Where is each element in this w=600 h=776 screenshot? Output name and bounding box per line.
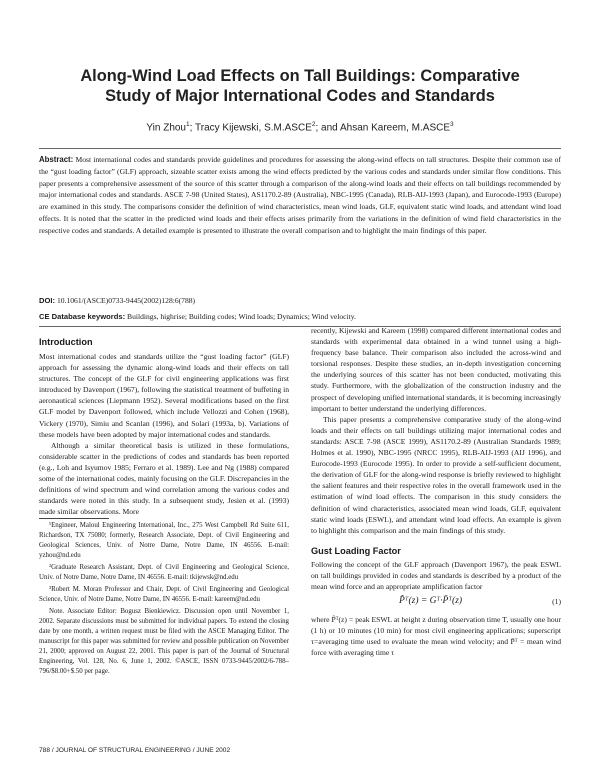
- abstract-text: Most international codes and standards provide guidelines and procedures for assessing the along-wind effects on tall structures. Despite their common use of the “gust loading factor” (GLF) approach, sizeable scatter exists among the wind effects predicted by the various codes and standards under similar flow conditions. This paper presents a comprehensive assessment of the source of this scatter through a comparison of the along-wind loads and their effects on tall buildings recommended by major international codes and standards. ASCE 7-98 (United States), AS1170.2-89 (Australia), NBC-1995 (Canada), RLB-AIJ-1993 (Japan), and Eurocode-1993 (Europe) are examined in this study. The comparisons consider the definition of wind characteristics, mean wind loads, GLF, equivalent static wind loads, and attendant wind load effects. It is noted that the scatter in the predicted wind loads and their effects arises primarily from the variations in the definition of wind field characteristics in the respective codes and standards. A detailed example is presented to illustrate the overall comparison and to highlight the main findings of this paper.: [39, 155, 561, 235]
- abstract: [39, 154, 561, 237]
- intro-paragraph-1: Most international codes and standards utilize the “gust loading factor” (GLF) approach for assessing the dynamic along-wind loads and their effects on tall structures. The concept of the GLF for civil engineering applications was first introduced by Davenport (1967), following the statistical treatment of buffeting in aeronautical sciences (Liepmann 1952). Several modifications based on the first GLF model by Davenport followed, which include Vellozzi and Cohen (1968), Vickery (1970), Simiu and Scanlan (1996), and Solari (1993a, b). Variations of these models have been adopted by major international codes and standards.: [39, 352, 289, 439]
- header-rule: [39, 148, 561, 149]
- introduction-heading: Introduction: [39, 337, 93, 347]
- left-column: [39, 320, 289, 517]
- author-line: [40, 121, 560, 133]
- author-2: ; Tracy Kijewski, S.M.ASCE: [189, 122, 312, 134]
- author-3: ; and Ahsan Kareem, M.ASCE: [315, 122, 451, 134]
- title-line-2: Study of Major International Codes and Standards: [105, 87, 495, 105]
- author-1-sup: 1: [186, 121, 190, 128]
- title-line-1: Along-Wind Load Effects on Tall Buildings: Comparative: [80, 67, 520, 85]
- right-paragraph-4: where P̂ᵀ(z) = peak ESWL at height z during observation time T, usually one hour (1 h) or 10 minutes (10 min) for most civil engineering applications; superscript τ=averaging time used to evaluate the mean wind velocity; and P̄ᵀ = mean wind force with averaging time τ: [311, 615, 561, 658]
- doi-label: DOI:: [39, 296, 56, 305]
- doi-value[interactable]: 10.1061/(ASCE)0733-9445(2002)128:6(788): [56, 296, 196, 305]
- intro-paragraph-2: Although a similar theoretical basis is utilized in these formulations, considerable scatter in the predictions of codes and standards has been reported (e.g., Loh and Isyumov 1985; Ferraro et al. 1989). Lee and Ng (1988) compared some of the international codes, mainly focusing on the GLF. Discrepancies in the definitions of wind spectrum and wind correlation among the various codes and standards were noted in this study. In a subsequent study, Jesien et al. (1993) made similar observations. More: [39, 440, 289, 517]
- ce-database-label: CE Database keywords:: [39, 312, 126, 321]
- equation-number: (1): [552, 597, 561, 607]
- paper-title: [40, 66, 560, 106]
- right-paragraph-2: This paper presents a comprehensive comparative study of the along-wind loads and their effects on tall buildings utilizing major international codes and standards: ASCE 7-98 (ASCE 1999), AS1170.2-89 (Australian Standards 1989; Holmes et al. 1990), NBC-1995 (NRCC 1995), RLB-AIJ-1993 (AIJ 1996), and Eurocode-1993 (Eurocode 1995). In order to provide a self-sufficient document, the derivation of GLF for the along-wind response is briefly reviewed to highlight the salient features and their respective roles in the overall framework used in the estimation of wind load effects. The comparison in this study considers the definition of wind characteristics, associated mean wind loads, GLF, equivalent static wind loads (ESWL), and attendant wind load effects. An example is given to highlight this comparison and the main findings of this study.: [311, 414, 561, 535]
- right-paragraph-1: recently, Kijewski and Kareem (1998) compared different international codes and standards with experimental data obtained in a wind tunnel using a high-frequency base balance. Their comparison also included the across-wind and torsional responses. Despite these studies, an in-depth investigation concerning the underlying sources of this scatter has not been conducted, motivating this study. Furthermore, with the globalization of the construction industry and the prospect of developing unified international standards, it is becoming increasingly important to better understand the underlying differences.: [311, 326, 561, 413]
- footnotes: [39, 521, 289, 679]
- footnote-2: ²Graduate Research Assistant, Dept. of Civil Engineering and Geological Science, Univ. of Notre Dame, Notre Dame, IN 46556. E-mail: tkijewsk@nd.edu: [39, 564, 289, 581]
- footnote-1: ¹Engineer, Maloul Engineering International, Inc., 275 West Campbell Rd Suite 611, Richardson, TX 75080; formerly, Research Associate, Dept. of Civil Engineering and Geological Sciences, Univ. of Notre Dame, Notre Dame, IN 46556. E-mail: yzhou@nd.edu: [39, 522, 289, 559]
- footnote-rule: [39, 518, 109, 519]
- equation-1: [311, 592, 561, 614]
- ce-database-keywords: Buildings, highrise; Building codes; Wind loads; Dynamics; Wind velocity.: [127, 312, 356, 321]
- editorial-note: Note. Associate Editor: Bogusz Bienkiewicz. Discussion open until November 1, 2002. Separate discussions must be submitted for individual papers. To extend the closing date by one month, a written request must be filed with the ASCE Managing Editor. The manuscript for this paper was submitted for review and possible publication on November 21, 2000; approved on August 22, 2001. This paper is part of the Journal of Structural Engineering, Vol. 128, No. 6, June 1, 2002. ©ASCE, ISSN 0733-9445/2002/6-788–796/$8.00+$.50 per page.: [39, 608, 289, 675]
- abstract-label: Abstract:: [39, 155, 74, 164]
- page-footer: 788 / JOURNAL OF STRUCTURAL ENGINEERING / JUNE 2002: [39, 747, 231, 754]
- footnote-3: ³Robert M. Moran Professor and Chair, Dept. of Civil Engineering and Geological Science, Univ. of Notre Dame, Notre Dame, IN 46556. E-mail: kareem@nd.edu: [39, 586, 289, 603]
- author-1: Yin Zhou: [146, 122, 186, 134]
- author-2-sup: 2: [311, 121, 316, 128]
- right-column: [311, 319, 561, 658]
- equation-body: P̂ᵀ(z) = Gᵀ·P̄ᵀ(z): [399, 596, 463, 607]
- gust-loading-factor-heading: Gust Loading Factor: [311, 545, 401, 556]
- right-paragraph-3: Following the concept of the GLF approach (Davenport 1967), the peak ESWL on tall buildings provided in codes and standards is described by a product of the mean wind force and an appropriate amplification factor: [311, 559, 561, 591]
- author-3-sup: 3: [450, 121, 454, 128]
- doi-line: [39, 296, 195, 305]
